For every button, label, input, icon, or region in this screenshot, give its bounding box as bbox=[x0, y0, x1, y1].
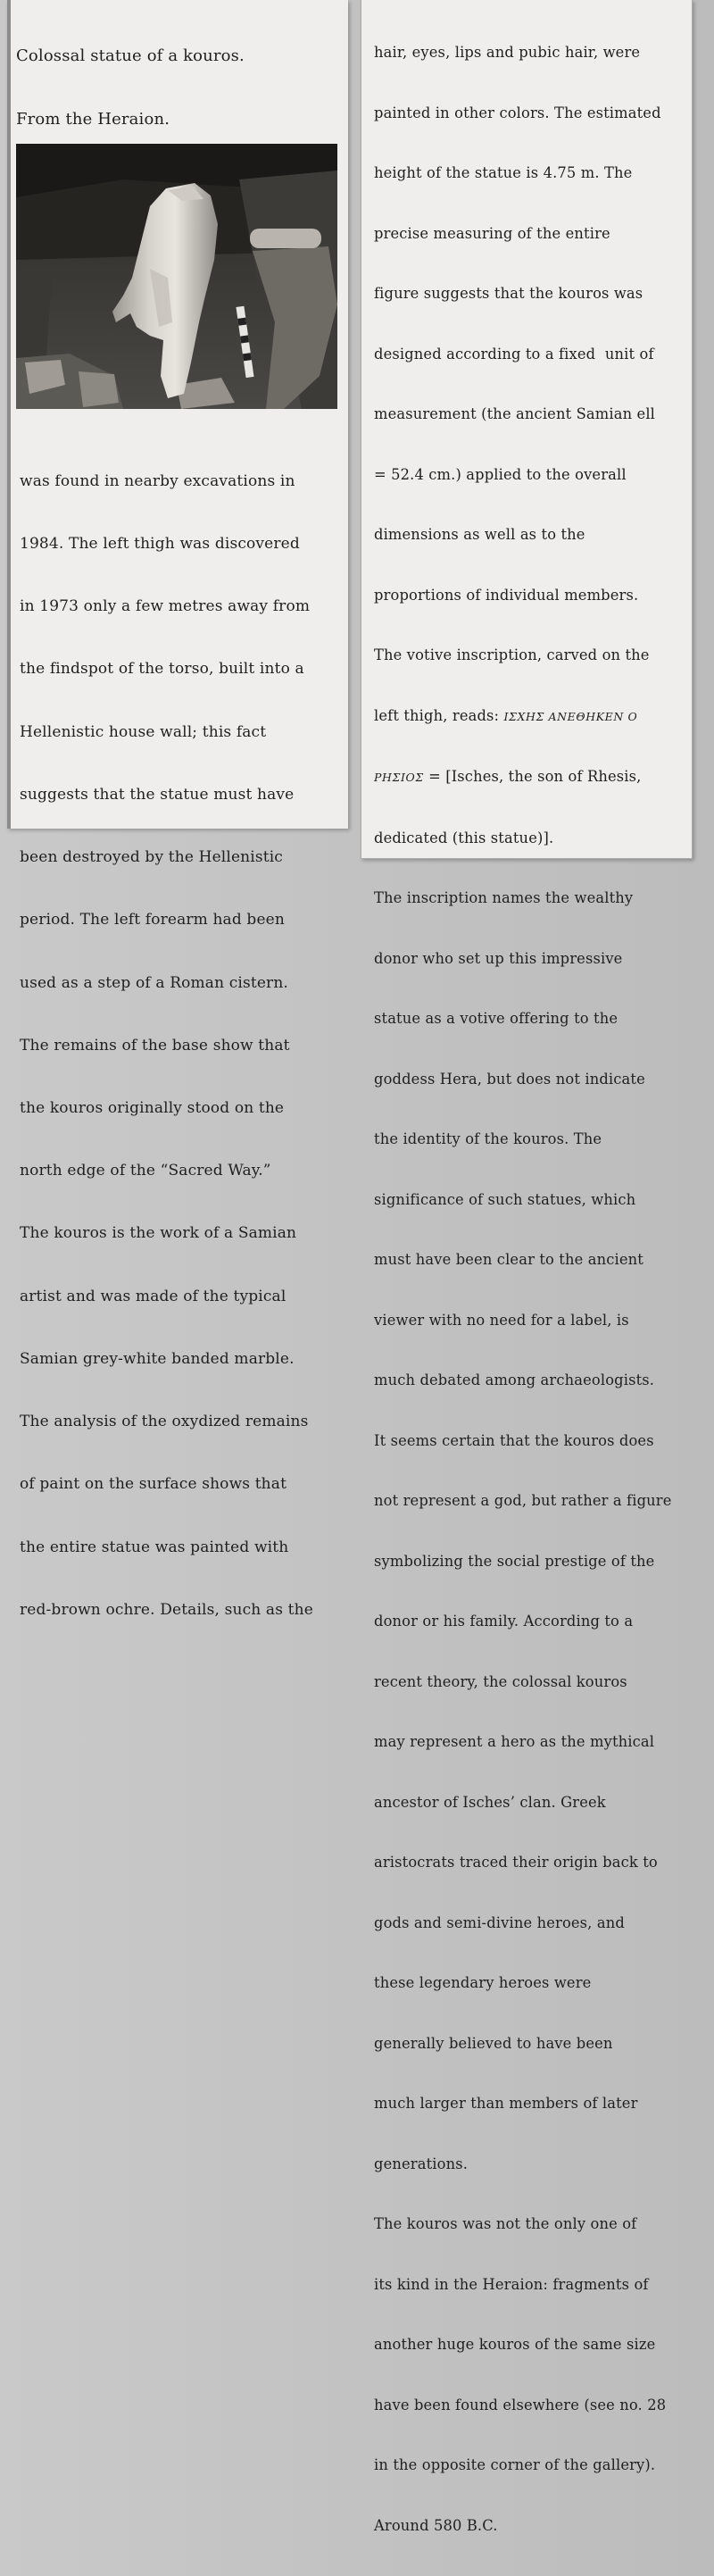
text-line: may represent a hero as the mythical bbox=[374, 1733, 655, 1750]
inscription-line bbox=[374, 767, 672, 788]
text-line: Samian grey-white banded marble. bbox=[20, 1349, 295, 1368]
inscription-line bbox=[374, 706, 672, 728]
text-line: viewer with no need for a label, is bbox=[374, 1311, 629, 1329]
text-line: painted in other colors. The estimated bbox=[374, 104, 661, 121]
text-line: recent theory, the colossal kouros bbox=[374, 1672, 627, 1690]
text-line: proportions of individual members. bbox=[374, 586, 639, 604]
text-line: dedicated (this statue)]. bbox=[374, 829, 554, 846]
text-line: figure suggests that the kouros was bbox=[374, 285, 643, 302]
excavation-photo-image bbox=[16, 144, 337, 409]
text-line: Hellenistic house wall; this fact bbox=[20, 722, 267, 741]
excavation-photo bbox=[16, 144, 337, 409]
text-line: the identity of the kouros. The bbox=[374, 1130, 602, 1147]
text-line: designed according to a fixed unit of bbox=[374, 345, 654, 363]
text-line: hair, eyes, lips and pubic hair, were bbox=[374, 44, 641, 61]
museum-label-right-panel bbox=[361, 0, 693, 2534]
text-line: been destroyed by the Hellenistic bbox=[20, 848, 283, 867]
text-line: donor who set up this impressive bbox=[374, 949, 623, 967]
text-line: symbolizing the social prestige of the bbox=[374, 1552, 655, 1570]
text-line: red-brown ochre. Details, such as the bbox=[20, 1600, 313, 1619]
text-line: artist and was made of the typical bbox=[20, 1287, 286, 1305]
text-line: From the Heraion. bbox=[16, 109, 170, 129]
text-line: Around 580 B.C. bbox=[374, 2516, 498, 2534]
text-line: its kind in the Heraion: fragments of bbox=[374, 2275, 649, 2293]
text-line: in 1973 only a few metres away from bbox=[20, 597, 311, 616]
text-line: was found in nearby excavations in bbox=[20, 471, 295, 490]
text-line: not represent a god, but rather a figure bbox=[374, 1492, 672, 1509]
text-line: another huge kouros of the same size bbox=[374, 2336, 656, 2353]
text-line: much debated among archaeologists. bbox=[374, 1371, 655, 1388]
text-line: of paint on the surface shows that bbox=[20, 1475, 287, 1494]
text-line: The analysis of the oxydized remains bbox=[20, 1413, 309, 1431]
text-line: these legendary heroes were bbox=[374, 1974, 592, 1991]
text-line: It seems certain that the kouros does bbox=[374, 1431, 654, 1449]
text-line: significance of such statues, which bbox=[374, 1190, 636, 1208]
text-line: period. The left forearm had been bbox=[20, 911, 285, 930]
text-line: generations. bbox=[374, 2155, 469, 2172]
text-line: the entire statue was painted with bbox=[20, 1538, 289, 1556]
text-line: The remains of the base show that bbox=[20, 1036, 290, 1055]
text-line: aristocrats traced their origin back to bbox=[374, 1854, 658, 1871]
text-line: used as a step of a Roman cistern. bbox=[20, 973, 288, 992]
text-line: The votive inscription, carved on the bbox=[374, 646, 650, 663]
text-line: height of the statue is 4.75 m. The bbox=[374, 164, 633, 181]
text-line: have been found elsewhere (see no. 28 bbox=[374, 2396, 667, 2413]
text-line: 1984. The left thigh was discovered bbox=[20, 535, 300, 554]
text-line: = 52.4 cm.) applied to the overall bbox=[374, 465, 627, 483]
text-line: measurement (the ancient Samian ell bbox=[374, 405, 656, 422]
text-line: Colossal statue of a kouros. bbox=[16, 46, 245, 65]
text-line: much larger than members of later bbox=[374, 2095, 638, 2112]
greek-inscription-part-2: ΡΗΣΙΟΣ bbox=[374, 771, 424, 784]
text-line: north edge of the “Sacred Way.” bbox=[20, 1162, 271, 1180]
text-line: in the opposite corner of the gallery). bbox=[374, 2456, 656, 2473]
text-line: The kouros is the work of a Samian bbox=[20, 1224, 297, 1243]
text-line: donor or his family. According to a bbox=[374, 1613, 634, 1630]
text-line: statue as a votive offering to the bbox=[374, 1010, 619, 1027]
text-line: dimensions as well as to the bbox=[374, 526, 585, 543]
inscription-intro: left thigh, reads: bbox=[374, 706, 504, 724]
text-line: suggests that the statue must have bbox=[20, 785, 295, 804]
text-line: The inscription names the wealthy bbox=[374, 889, 634, 906]
greek-inscription-part-1: ΙΣΧΗΣ ΑΝΕΘΗΚΕΝ Ο bbox=[503, 709, 638, 723]
text-line: gods and semi-divine heroes, and bbox=[374, 1913, 625, 1931]
text-line: generally believed to have been bbox=[374, 2034, 613, 2052]
text-line: precise measuring of the entire bbox=[374, 224, 610, 242]
body-text-right bbox=[374, 3, 672, 2576]
inscription-translation: = [Isches, the son of Rhesis, bbox=[423, 768, 642, 785]
text-line: must have been clear to the ancient bbox=[374, 1251, 643, 1268]
text-line: the findspot of the torso, built into a bbox=[20, 660, 304, 679]
text-line: The kouros was not the only one of bbox=[374, 2215, 637, 2232]
text-line: the kouros originally stood on the bbox=[20, 1099, 285, 1117]
museum-label-left-panel bbox=[7, 0, 348, 1619]
text-line: ancestor of Isches’ clan. Greek bbox=[374, 1793, 606, 1811]
text-line: goddess Hera, but does not indicate bbox=[374, 1070, 645, 1088]
body-text-left bbox=[20, 429, 313, 1663]
